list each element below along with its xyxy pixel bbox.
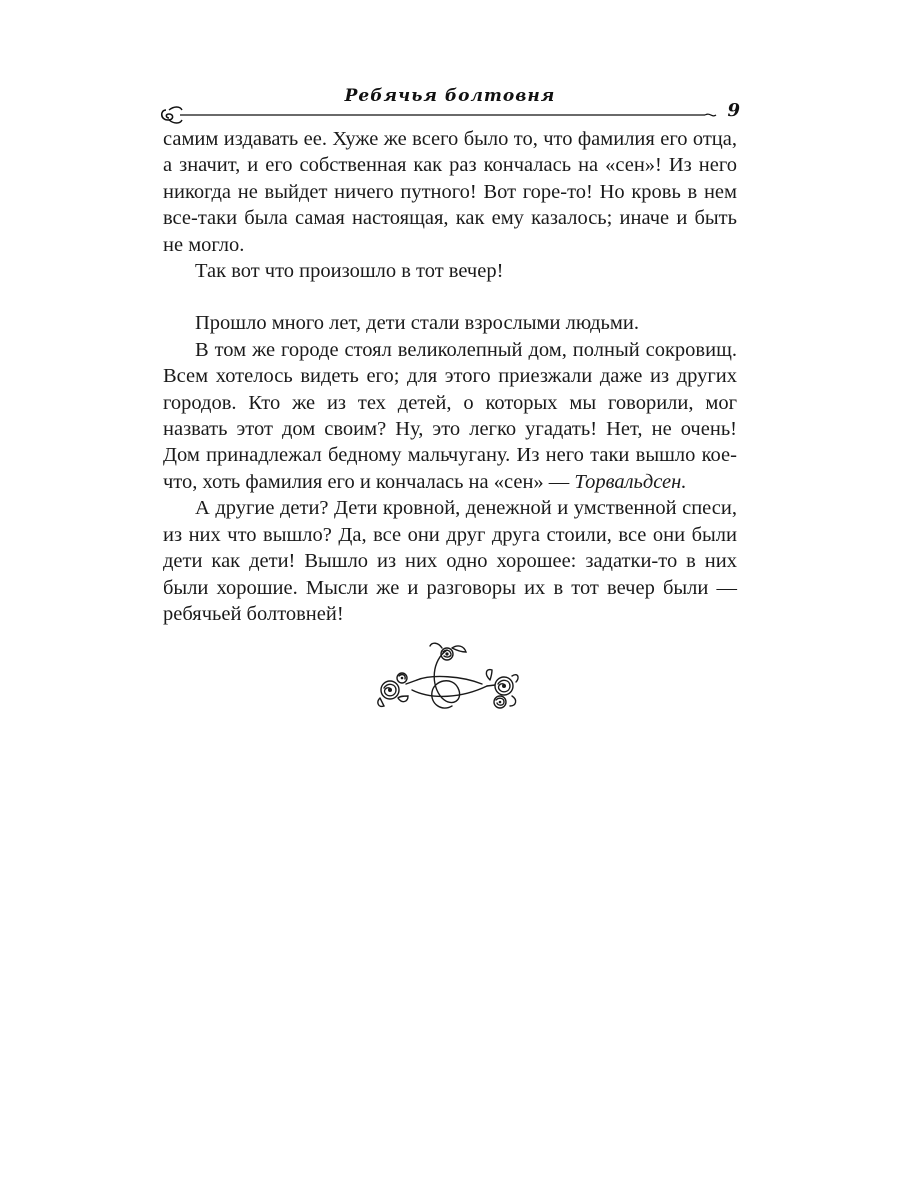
- paragraph-4-text: В том же городе стоял великолепный дом, полный сокровищ. Всем хотелось видеть его; для этого приезжали даже из других городов. Кто же из тех детей, о которых мы говорили, мог назвать этот дом своим? Ну, это легко угадать! Нет, не очень! Дом принадлежал бедному мальчугану. Из него таки вышло кое-что, хоть фамилия его и кончалась на «сен» —: [163, 338, 737, 493]
- paragraph-4-name: Торвальдсен.: [574, 470, 687, 493]
- floral-vignette-icon: [372, 640, 522, 716]
- body-text: [163, 126, 737, 627]
- running-header: [160, 84, 740, 124]
- paragraph-5: А другие дети? Дети кровной, денежной и умственной спеси, из них что вышло? Да, все они друг друга стоили, все они были дети как дети! Вышло из них одно хорошее: задатки-то в них были хорошие. Мысли же и разговоры их в тот вечер были — ребячьей болтовней!: [163, 497, 737, 625]
- paragraph-3: Прошло много лет, дети стали взрослыми людьми.: [195, 312, 639, 335]
- paragraph-2: Так вот что произошло в тот вечер!: [195, 260, 504, 283]
- paragraph-1: самим издавать ее. Хуже же всего было то, что фамилия его отца, а значит, и его собственная как раз кончалась на «сен»! Из него никогда не выйдет ничего путного! Вот горе-то! Но кровь в нем все-таки была самая настоящая, как ему казалось; иначе и быть не могло.: [163, 128, 737, 256]
- paragraph-4: [163, 337, 737, 495]
- page-number: 9: [727, 100, 740, 121]
- running-title: Ребячья болтовня: [344, 86, 556, 106]
